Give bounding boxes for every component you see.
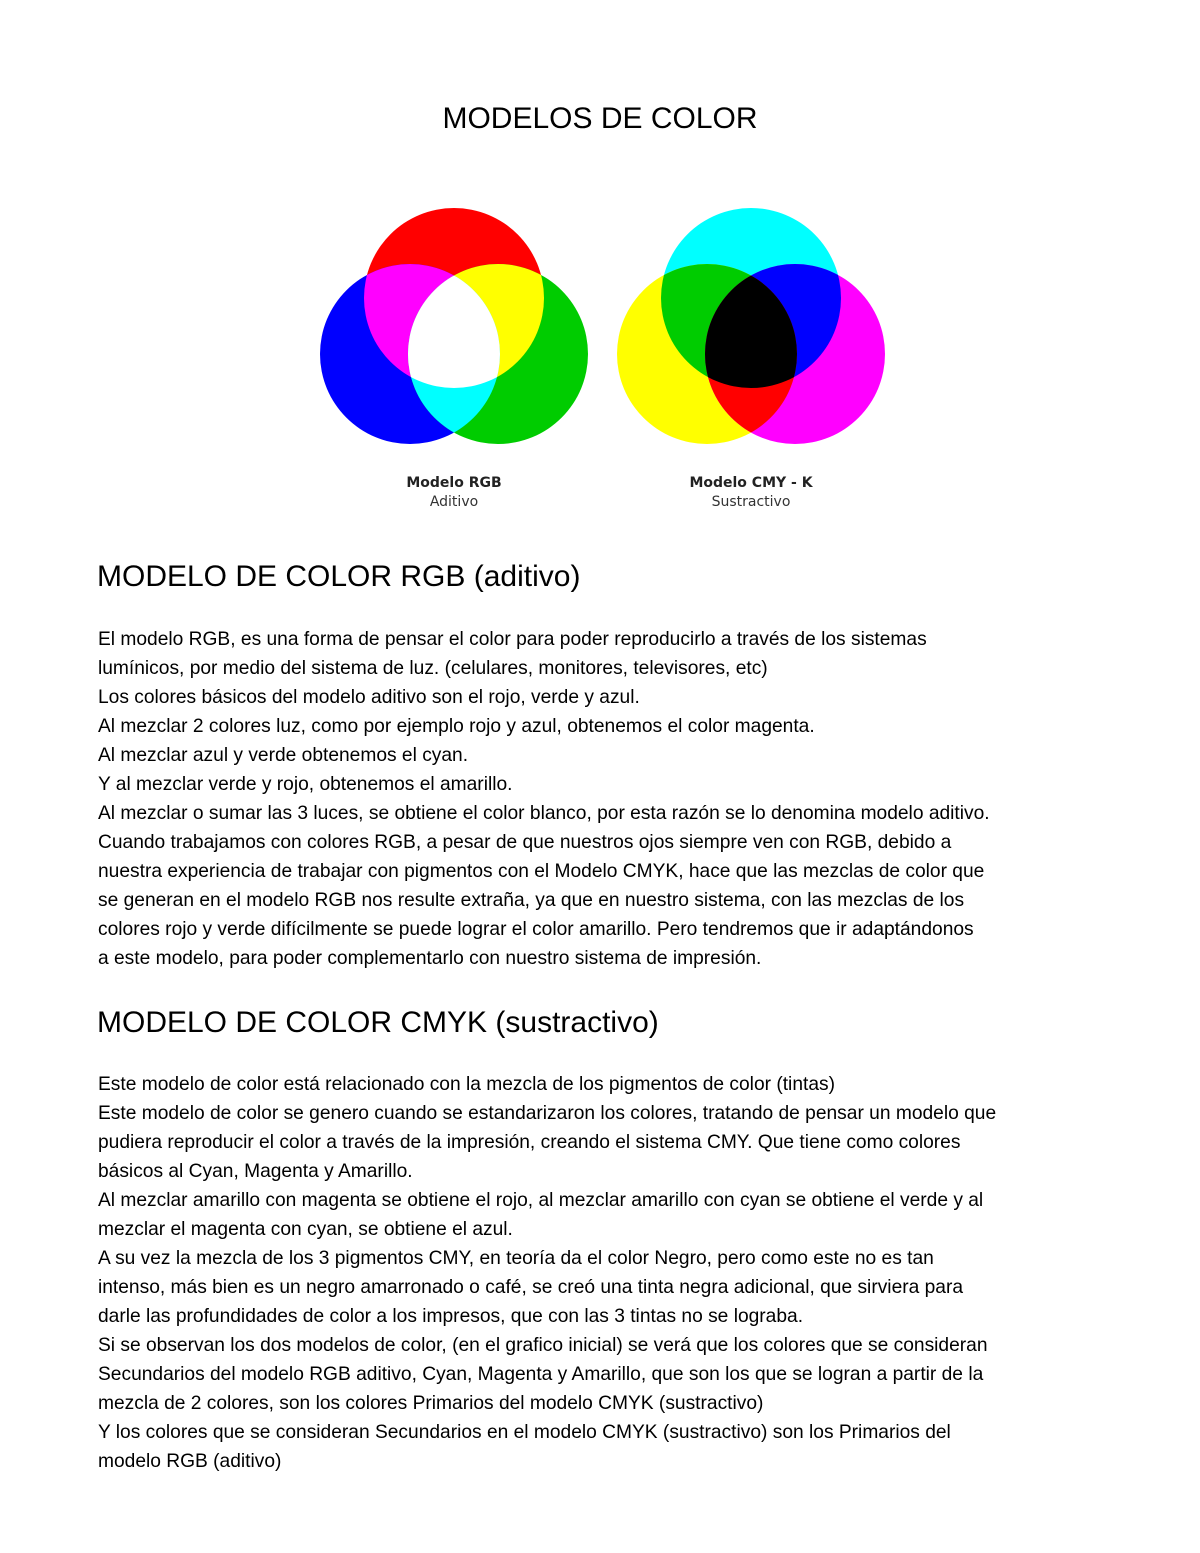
color-models-figure bbox=[288, 170, 908, 518]
paragraph-line: pudiera reproducir el color a través de la impresión, creando el sistema CMY. Que tiene como colores bbox=[98, 1132, 961, 1153]
cmyk-model-label: Modelo CMY - K bbox=[689, 475, 813, 491]
color-models-diagram bbox=[288, 170, 908, 518]
cmyk-section-body bbox=[98, 1070, 1108, 1476]
paragraph-line: lumínicos, por medio del sistema de luz. (celulares, monitores, televisores, etc) bbox=[98, 658, 768, 679]
paragraph-line: Cuando trabajamos con colores RGB, a pesar de que nuestros ojos siempre ven con RGB, debido a bbox=[98, 832, 952, 853]
paragraph-line: El modelo RGB, es una forma de pensar el color para poder reproducirlo a través de los sistemas bbox=[98, 629, 927, 650]
paragraph-line: nuestra experiencia de trabajar con pigmentos con el Modelo CMYK, hace que las mezclas de color que bbox=[98, 861, 985, 882]
paragraph-line: Al mezclar amarillo con magenta se obtiene el rojo, al mezclar amarillo con cyan se obtiene el verde y al bbox=[98, 1190, 984, 1211]
rgb-diagram bbox=[320, 208, 588, 510]
paragraph-line: intenso, más bien es un negro amarronado o café, se creó una tinta negra adicional, que sirviera para bbox=[98, 1277, 964, 1298]
paragraph-line: Y los colores que se consideran Secundarios en el modelo CMYK (sustractivo) son los Primarios del bbox=[98, 1422, 951, 1443]
paragraph-line: colores rojo y verde difícilmente se puede lograr el color amarillo. Pero tendremos que ir adaptándonos bbox=[98, 919, 974, 940]
paragraph-line: darle las profundidades de color a los impresos, que con las 3 tintas no se lograba. bbox=[98, 1306, 804, 1327]
paragraph-line: básicos al Cyan, Magenta y Amarillo. bbox=[98, 1161, 413, 1182]
cmyk-diagram bbox=[617, 208, 885, 510]
rgb-model-sublabel: Aditivo bbox=[429, 494, 479, 510]
paragraph-line: Este modelo de color está relacionado con la mezcla de los pigmentos de color (tintas) bbox=[98, 1074, 835, 1095]
cmyk-section-heading: MODELO DE COLOR CMYK (sustractivo) bbox=[97, 1006, 659, 1039]
paragraph-line: Este modelo de color se genero cuando se estandarizaron los colores, tratando de pensar un modelo que bbox=[98, 1103, 997, 1124]
paragraph-line: se generan en el modelo RGB nos resulte extraña, ya que en nuestro sistema, con las mezclas de los bbox=[98, 890, 965, 911]
rgb-section-body bbox=[98, 625, 1108, 973]
rgb-model-label: Modelo RGB bbox=[406, 475, 502, 491]
paragraph-line: mezclar el magenta con cyan, se obtiene el azul. bbox=[98, 1219, 513, 1240]
cmyk-model-sublabel: Sustractivo bbox=[711, 494, 791, 510]
page-title: MODELOS DE COLOR bbox=[442, 102, 758, 135]
paragraph-line: Si se observan los dos modelos de color, (en el grafico inicial) se verá que los colores que se consideran bbox=[98, 1335, 988, 1356]
paragraph-line: A su vez la mezcla de los 3 pigmentos CMY, en teoría da el color Negro, pero como este no es tan bbox=[98, 1248, 934, 1269]
paragraph-line: modelo RGB (aditivo) bbox=[98, 1451, 282, 1472]
rgb-section-heading: MODELO DE COLOR RGB (aditivo) bbox=[97, 560, 581, 593]
paragraph-line: a este modelo, para poder complementarlo con nuestro sistema de impresión. bbox=[98, 948, 762, 969]
paragraph-line: Los colores básicos del modelo aditivo son el rojo, verde y azul. bbox=[98, 687, 640, 708]
paragraph-line: Secundarios del modelo RGB aditivo, Cyan, Magenta y Amarillo, que son los que se logran a partir de la bbox=[98, 1364, 984, 1385]
paragraph-line: Al mezclar 2 colores luz, como por ejemplo rojo y azul, obtenemos el color magenta. bbox=[98, 716, 815, 737]
paragraph-line: mezcla de 2 colores, son los colores Primarios del modelo CMYK (sustractivo) bbox=[98, 1393, 764, 1414]
paragraph-line: Al mezclar o sumar las 3 luces, se obtiene el color blanco, por esta razón se lo denomina modelo aditivo. bbox=[98, 803, 990, 824]
paragraph-line: Al mezclar azul y verde obtenemos el cyan. bbox=[98, 745, 469, 766]
paragraph-line: Y al mezclar verde y rojo, obtenemos el amarillo. bbox=[98, 774, 513, 795]
